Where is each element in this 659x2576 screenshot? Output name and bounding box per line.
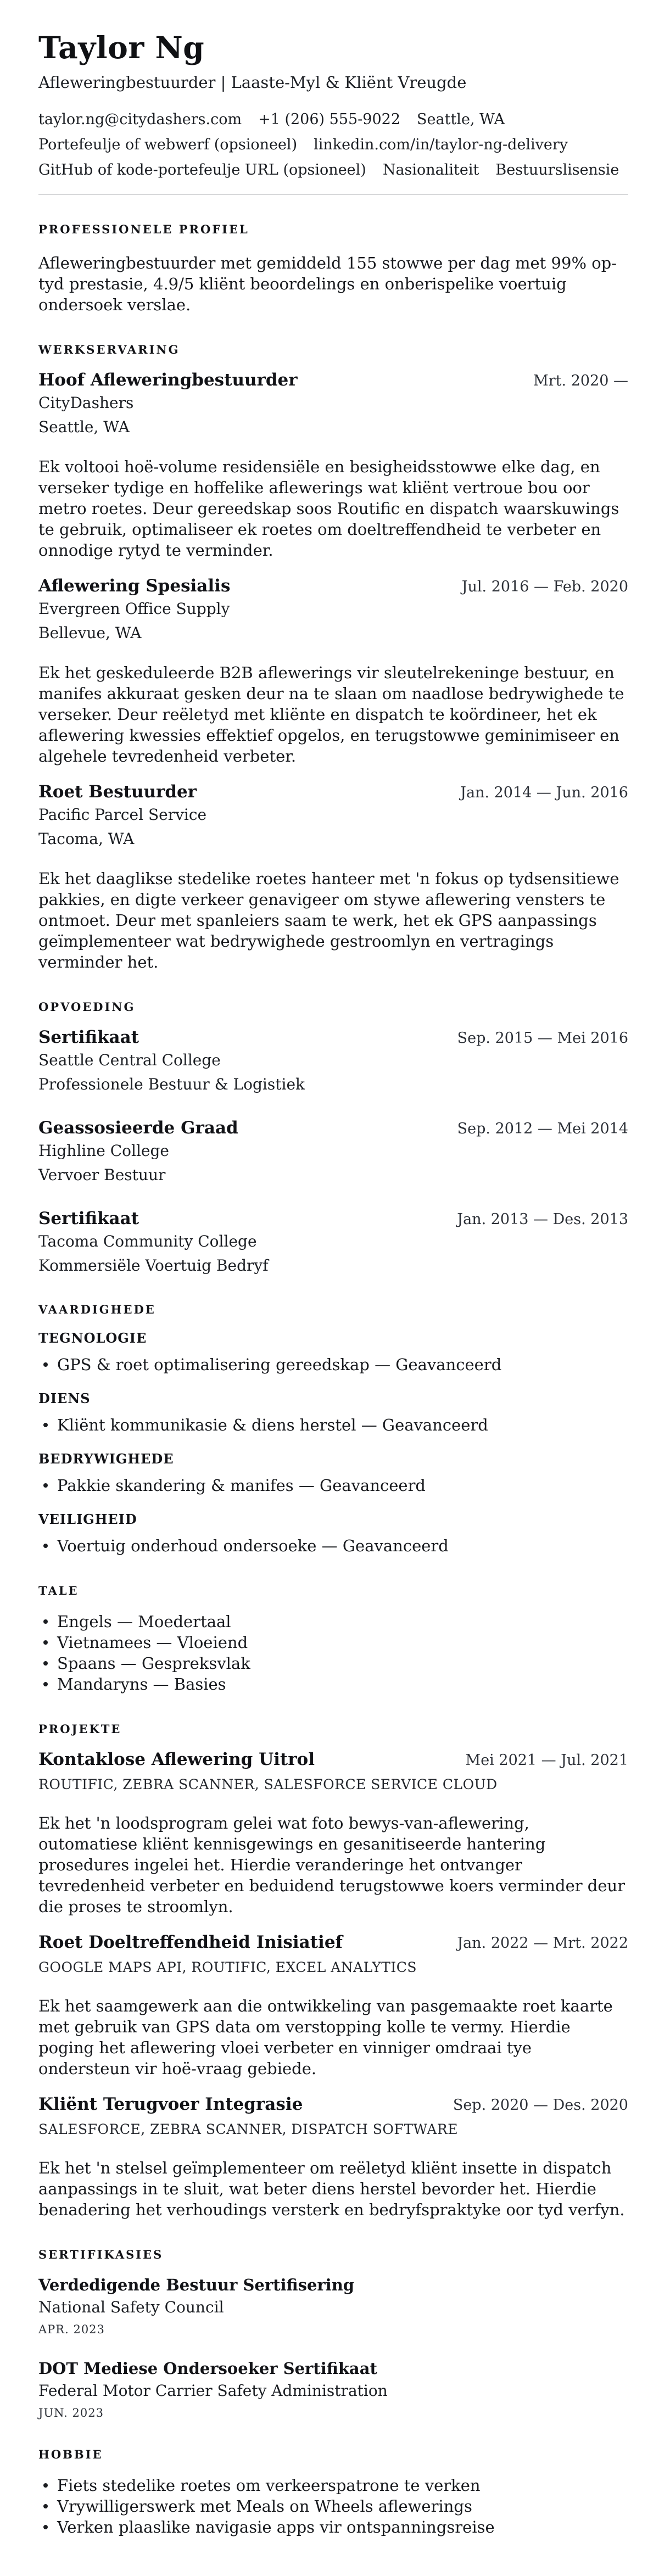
section-projects [38, 1722, 628, 2220]
hobby-item: Verken plaaslike navigasie apps vir ontspanningsreise [38, 2517, 628, 2538]
contact-github-placeholder: GitHub of kode-portefeulje URL (opsioneel) [38, 161, 366, 179]
job-location: Seattle, WA [38, 418, 130, 437]
job-company: Pacific Parcel Service [38, 806, 207, 824]
contact-info [38, 110, 628, 180]
job-dates: Jul. 2016 — Feb. 2020 [461, 578, 628, 596]
contact-email: taylor.ng@citydashers.com [38, 111, 242, 128]
education-dates: Sep. 2012 — Mei 2014 [457, 1120, 628, 1138]
education-field: Vervoer Bestuur [38, 1166, 166, 1184]
education-entry-head [38, 1027, 628, 1048]
job-company: Evergreen Office Supply [38, 600, 230, 618]
skill-item: Voertuig onderhoud ondersoeke — Geavanceerd [38, 1535, 628, 1556]
job-dates: Jan. 2014 — Jun. 2016 [460, 784, 628, 802]
header-divider [38, 194, 628, 195]
profile-heading: PROFESSIONELE PROFIEL [38, 222, 249, 237]
education-entry [38, 1118, 628, 1184]
certification-date: JUN. 2023 [38, 2406, 104, 2420]
education-entry [38, 1209, 628, 1275]
certification-title: Verdedigende Bestuur Sertifisering [38, 2276, 355, 2295]
education-entry [38, 1027, 628, 1094]
project-entry-head [38, 1750, 628, 1770]
certification-entry [38, 2359, 628, 2420]
language-item: Mandaryns — Basies [38, 1674, 628, 1695]
certification-org: Federal Motor Carrier Safety Administration [38, 2382, 388, 2400]
profile-text: Afleweringbestuurder met gemiddeld 155 stowwe per dag met 99% op-tyd prestasie, 4.9/5 kliënt beoordelings en onberispelike voertuig ondersoek verslae. [38, 254, 617, 315]
education-degree: Geassosieerde Graad [38, 1118, 238, 1138]
project-stack: SALESFORCE, ZEBRA SCANNER, DISPATCH SOFTWARE [38, 2121, 458, 2138]
job-company: CityDashers [38, 394, 134, 412]
job-dates: Mrt. 2020 — [533, 372, 628, 390]
certification-org: National Safety Council [38, 2298, 224, 2317]
skill-group-list [38, 1354, 628, 1375]
contact-nationality-placeholder: Nasionaliteit [382, 161, 479, 179]
certification-date: APR. 2023 [38, 2323, 105, 2337]
project-description: Ek het 'n loodsprogram gelei wat foto bewys-van-aflewering, outomatiese kliënt kennisgewings en gesanitiseerde hantering prosedures ingelei het. Hierdie veranderinge het ontvanger tevredenheid verbeter en beduidend terugstowwe koers verminder deur die proses te stroomlyn. [38, 1814, 626, 1916]
skill-item: Pakkie skandering & manifes — Geavanceerd [38, 1475, 628, 1496]
projects-heading: PROJEKTE [38, 1722, 122, 1736]
language-item: Spaans — Gespreksvlak [38, 1653, 628, 1674]
contact-row [38, 161, 628, 180]
project-dates: Sep. 2020 — Des. 2020 [453, 2097, 628, 2114]
language-item: Engels — Moedertaal [38, 1611, 628, 1632]
project-entry [38, 1932, 628, 2079]
education-entry-head [38, 1209, 628, 1229]
resume-header [38, 31, 628, 195]
job-description: Ek voltooi hoë-volume residensiële en besigheidsstowwe elke dag, en verseker tydige en hoffelike aflewerings wat kliënt vertroue bou oor metro roetes. Deur gereedskap soos Routific en dispatch waarskuwings te gebruik, optimaliseer ek roetes om doeltreffendheid te verbeter en onnodige rytyd te verminder. [38, 457, 619, 560]
section-profile [38, 222, 628, 315]
skill-group-list [38, 1535, 628, 1556]
languages-heading: TALE [38, 1584, 79, 1598]
education-heading: OPVOEDING [38, 1000, 136, 1014]
languages-list [38, 1611, 628, 1695]
education-field: Kommersiële Voertuig Bedryf [38, 1256, 269, 1275]
job-location: Bellevue, WA [38, 624, 142, 642]
skills-heading: VAARDIGHEDE [38, 1303, 156, 1317]
education-dates: Sep. 2015 — Mei 2016 [457, 1030, 628, 1047]
education-school: Seattle Central College [38, 1051, 221, 1070]
skill-item: GPS & roet optimalisering gereedskap — Geavanceerd [38, 1354, 628, 1375]
section-hobbies [38, 2448, 628, 2538]
project-dates: Jan. 2022 — Mrt. 2022 [457, 1935, 628, 1952]
skill-item: Kliënt kommunikasie & diens herstel — Geavanceerd [38, 1415, 628, 1435]
project-stack: ROUTIFIC, ZEBRA SCANNER, SALESFORCE SERVICE CLOUD [38, 1776, 498, 1793]
education-dates: Jan. 2013 — Des. 2013 [457, 1211, 628, 1228]
skill-group-name: BEDRYWIGHEDE [38, 1451, 174, 1467]
job-location: Tacoma, WA [38, 830, 135, 848]
project-description: Ek het saamgewerk aan die ontwikkeling van pasgemaakte roet kaarte met gebruik van GPS data om verstopping kolle te vermy. Hierdie poging het aflewering vloei verbeter en vinniger omdraai tye ondersteun vir hoë-vraag gebiede. [38, 1997, 613, 2078]
section-skills [38, 1303, 628, 1556]
education-school: Tacoma Community College [38, 1232, 257, 1251]
skill-group-name: TEGNOLOGIE [38, 1330, 147, 1346]
project-description: Ek het 'n stelsel geïmplementeer om reëletyd kliënt insette in dispatch aanpassings in te sluit, wat beter diens herstel bevorder het. Hierdie benadering het verhoudings versterk en bedryfspraktyke oor tyd verfyn. [38, 2159, 625, 2220]
skill-group-list [38, 1475, 628, 1496]
job-entry [38, 370, 628, 561]
contact-license-placeholder: Bestuurslisensie [495, 161, 619, 179]
contact-linkedin: linkedin.com/in/taylor-ng-delivery [314, 136, 568, 154]
project-stack: GOOGLE MAPS API, ROUTIFIC, EXCEL ANALYTICS [38, 1959, 417, 1976]
job-title: Hoof Afleweringbestuurder [38, 370, 298, 390]
education-field: Professionele Bestuur & Logistiek [38, 1075, 305, 1094]
education-degree: Sertifikaat [38, 1209, 139, 1229]
education-entry-head [38, 1118, 628, 1138]
contact-portfolio-placeholder: Portefeulje of webwerf (opsioneel) [38, 136, 298, 154]
job-entry-head [38, 782, 628, 802]
project-entry-head [38, 1932, 628, 1953]
contact-row [38, 110, 628, 129]
job-title: Roet Bestuurder [38, 782, 197, 802]
candidate-name: Taylor Ng [38, 30, 205, 65]
education-degree: Sertifikaat [38, 1027, 139, 1048]
section-languages [38, 1584, 628, 1695]
project-entry [38, 1750, 628, 1917]
education-school: Highline College [38, 1142, 169, 1160]
job-description: Ek het geskeduleerde B2B aflewerings vir sleutelrekeninge bestuur, en manifes akkuraat gesken deur na te slaan om naadlose bedrywighede te verseker. Deur reëletyd met kliënte en dispatch te koördineer, het ek aflewering kwessies effektief opgelos, en terugstowwe geminimiseer en algehele tevredenheid verbeter. [38, 663, 624, 766]
job-entry [38, 782, 628, 973]
job-title: Aflewering Spesialis [38, 576, 231, 596]
job-description: Ek het daaglikse stedelike roetes hanteer met 'n fokus op tydsensitiewe pakkies, en digte verkeer genavigeer om stywe aflewering vensters te ontmoet. Deur met spanleiers saam te werk, het ek GPS aanpassings geïmplementeer wat bedrywighede gestroomlyn en vertragings verminder het. [38, 869, 619, 972]
job-entry-head [38, 576, 628, 596]
job-entry-head [38, 370, 628, 390]
project-entry [38, 2094, 628, 2220]
project-title: Kliënt Terugvoer Integrasie [38, 2094, 303, 2115]
candidate-headline: Afleweringbestuurder | Laaste-Myl & Kliënt Vreugde [38, 72, 467, 92]
hobby-item: Vrywilligerswerk met Meals on Wheels aflewerings [38, 2496, 628, 2517]
certifications-heading: SERTIFIKASIES [38, 2248, 164, 2262]
experience-heading: WERKSERVARING [38, 343, 180, 357]
contact-location: Seattle, WA [417, 111, 505, 128]
hobbies-list [38, 2475, 628, 2538]
skill-group-name: VEILIGHEID [38, 1511, 137, 1528]
hobby-item: Fiets stedelike roetes om verkeerspatrone te verken [38, 2475, 628, 2496]
certification-entry [38, 2275, 628, 2337]
section-education [38, 1000, 628, 1275]
project-title: Roet Doeltreffendheid Inisiatief [38, 1932, 343, 1953]
contact-phone: +1 (206) 555-9022 [258, 111, 401, 128]
skill-group-name: DIENS [38, 1390, 91, 1407]
contact-row [38, 136, 628, 154]
project-entry-head [38, 2094, 628, 2115]
hobbies-heading: HOBBIE [38, 2448, 103, 2462]
job-entry [38, 576, 628, 767]
section-experience [38, 343, 628, 973]
section-certifications [38, 2248, 628, 2420]
project-dates: Mei 2021 — Jul. 2021 [465, 1752, 628, 1769]
certification-title: DOT Mediese Ondersoeker Sertifikaat [38, 2359, 377, 2378]
project-title: Kontaklose Aflewering Uitrol [38, 1750, 315, 1770]
language-item: Vietnamees — Vloeiend [38, 1632, 628, 1653]
skill-group-list [38, 1415, 628, 1435]
